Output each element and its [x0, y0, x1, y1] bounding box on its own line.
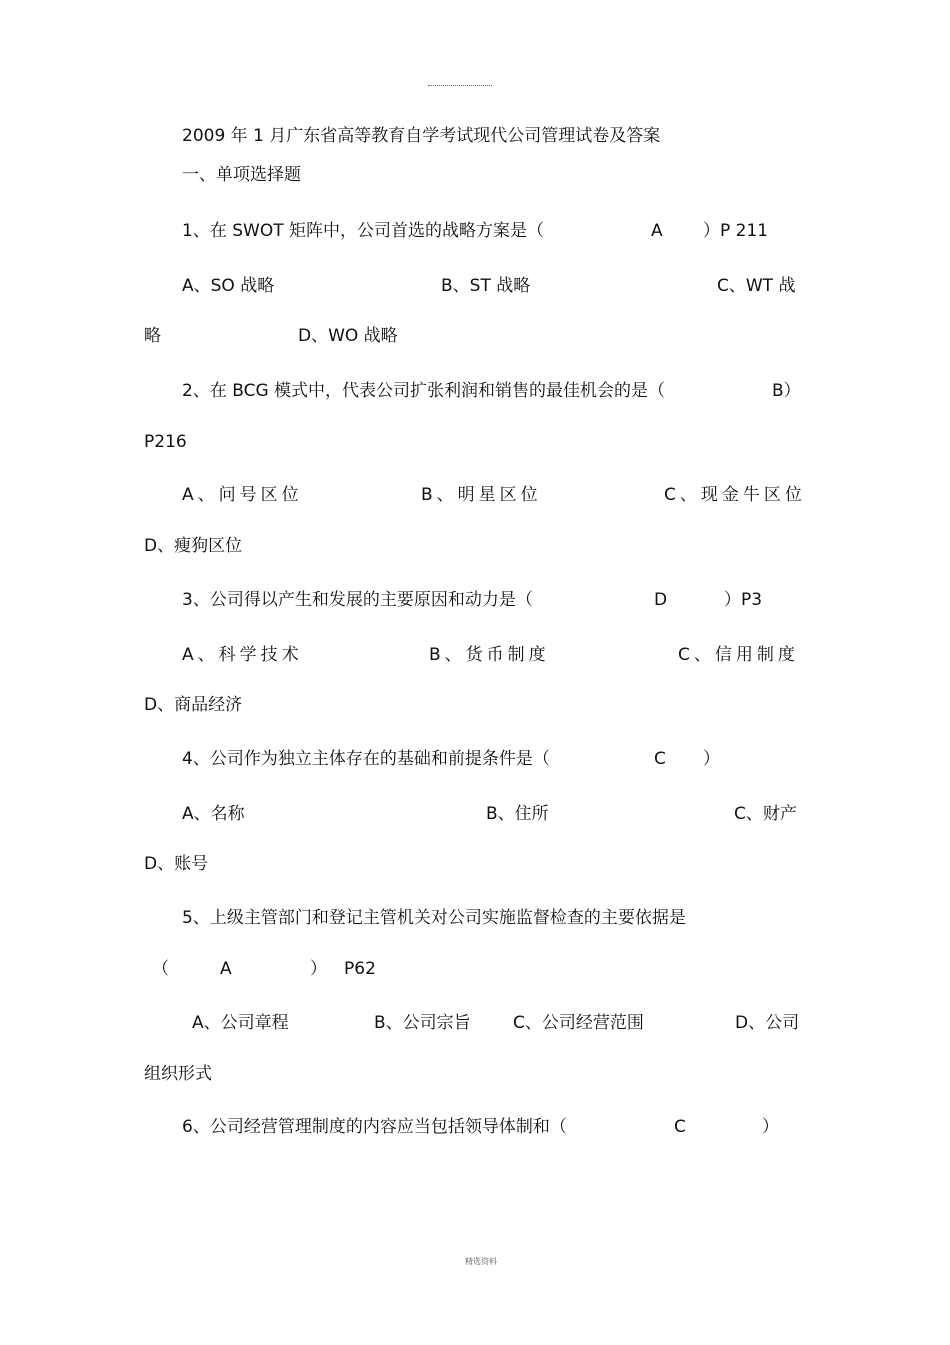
question-5-option-c: C、公司经营范围: [513, 1013, 644, 1033]
question-1-close: ）P 211: [703, 221, 769, 241]
section-heading: 一、单项选择题: [182, 165, 301, 185]
question-6-answer: C: [674, 1117, 686, 1137]
question-4-close: ）: [703, 749, 720, 769]
question-4-option-b: B、住所: [486, 804, 549, 824]
question-1-option-d: D、WO 战略: [298, 326, 398, 346]
question-5-answer: A: [220, 959, 232, 979]
question-3-close: ）P3: [724, 590, 763, 610]
question-5-close: ）: [310, 959, 327, 979]
question-3-option-c: C、信用制度: [678, 645, 799, 665]
question-3-option-a: A、科学技术: [182, 645, 303, 665]
question-3-option-d: D、商品经济: [144, 695, 243, 715]
question-2-option-c: C、现金牛区位: [664, 485, 806, 505]
question-4-stem: 4、公司作为独立主体存在的基础和前提条件是（: [182, 749, 550, 769]
question-6-close: ）: [762, 1117, 779, 1137]
question-6-stem: 6、公司经营管理制度的内容应当包括领导体制和（: [182, 1117, 567, 1137]
question-5-page-ref: P62: [344, 959, 376, 979]
question-2-answer: B）: [772, 381, 801, 401]
question-3-stem: 3、公司得以产生和发展的主要原因和动力是（: [182, 590, 533, 610]
question-5-option-d-cont: 组织形式: [144, 1064, 212, 1084]
question-5-stem: 5、上级主管部门和登记主管机关对公司实施监督检查的主要依据是: [182, 908, 686, 928]
question-2-option-d: D、瘦狗区位: [144, 536, 243, 556]
question-1-answer: A: [651, 221, 663, 241]
question-5-open: （: [152, 959, 169, 979]
header-rule: [428, 85, 492, 86]
question-1-option-a: A、SO 战略: [182, 276, 275, 296]
question-1-option-c: C、WT 战: [717, 276, 796, 296]
question-1-stem: 1、在 SWOT 矩阵中，公司首选的战略方案是（: [182, 221, 544, 241]
question-2-option-a: A、问号区位: [182, 485, 303, 505]
question-5-option-a: A、公司章程: [192, 1013, 289, 1033]
question-3-option-b: B、货币制度: [429, 645, 550, 665]
question-5-option-d: D、公司: [735, 1013, 800, 1033]
question-1-option-b: B、ST 战略: [441, 276, 531, 296]
question-4-option-d: D、账号: [144, 854, 209, 874]
question-1-option-c-cont: 略: [144, 326, 161, 346]
question-2-stem: 2、在 BCG 模式中，代表公司扩张利润和销售的最佳机会的是（: [182, 381, 666, 401]
question-2-option-b: B、明星区位: [421, 485, 542, 505]
question-3-answer: D: [654, 590, 668, 610]
question-4-option-a: A、名称: [182, 804, 245, 824]
page-footer: 精选资料: [465, 1257, 497, 1266]
document-title: 2009 年 1 月广东省高等教育自学考试现代公司管理试卷及答案: [182, 126, 661, 146]
question-5-option-b: B、公司宗旨: [374, 1013, 471, 1033]
question-4-option-c: C、财产: [734, 804, 797, 824]
question-4-answer: C: [654, 749, 666, 769]
question-2-page-ref: P216: [144, 432, 187, 452]
